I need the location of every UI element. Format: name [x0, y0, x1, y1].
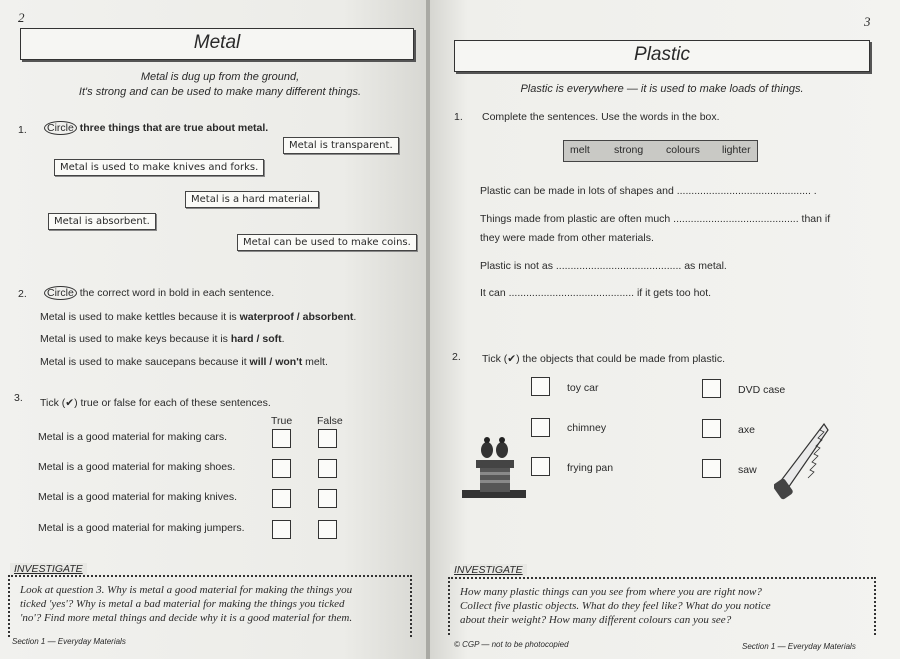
intro-text: Plastic is everywhere — it is used to make loads of things.	[520, 83, 804, 95]
page-number: 2	[18, 10, 25, 25]
false-column-header: False	[317, 415, 343, 427]
true-checkbox[interactable]	[272, 489, 291, 508]
intro-text	[40, 70, 400, 100]
q1-sentence-cont: they were made from other materials.	[480, 232, 654, 244]
q2-text: the correct word in bold in each sentence.	[79, 287, 275, 299]
word-choice[interactable]: hard / soft	[230, 333, 282, 345]
object-checkbox[interactable]	[702, 459, 721, 478]
object-label: saw	[738, 464, 757, 476]
title-text: Plastic	[634, 44, 690, 65]
chimney-illustration	[460, 432, 530, 504]
investigate-line: How many plastic things can you see from where you are right now?	[460, 586, 762, 598]
word-option: lighter	[722, 144, 751, 156]
q1-sentence[interactable]: It can ........................................... if it gets too hot.	[480, 287, 712, 299]
q2-instruction: Tick (✔) the objects that could be made from plastic.	[482, 353, 726, 365]
statement-card[interactable]: Metal is transparent.	[283, 137, 399, 154]
left-page	[0, 0, 428, 659]
q3-row-text: Metal is a good material for making shoes.	[38, 461, 236, 473]
investigate-line: Look at question 3. Why is metal a good material for making the things you	[20, 584, 353, 596]
false-checkbox[interactable]	[318, 459, 337, 478]
q1-number: 1.	[454, 111, 463, 123]
word-option: melt	[570, 144, 590, 156]
q3-instruction: Tick (✔) true or false for each of these sentences.	[40, 397, 271, 409]
footer: Section 1 — Everyday Materials	[12, 637, 126, 646]
false-checkbox[interactable]	[318, 489, 337, 508]
q3-row-text: Metal is a good material for making knives.	[38, 491, 238, 503]
sentence-end: .	[281, 333, 285, 345]
intro-line-1: Metal is dug up from the ground,	[140, 71, 300, 83]
investigate-line: ticked 'yes'? Why is metal a bad material for making the things you ticked	[20, 598, 345, 610]
word-choice[interactable]: will / won't	[249, 356, 303, 368]
word-choice[interactable]: waterproof / absorbent	[239, 311, 354, 323]
investigate-text	[20, 583, 410, 625]
footer-section: Section 1 — Everyday Materials	[742, 642, 856, 651]
q1-instruction	[44, 121, 268, 135]
word-option: colours	[666, 144, 700, 156]
q1-number: 1.	[18, 124, 27, 136]
q1-sentence[interactable]: Things made from plastic are often much ........................................... than if	[480, 213, 831, 225]
q2-sentence	[40, 355, 328, 369]
q1-sentence[interactable]: Plastic can be made in lots of shapes and .............................................. .	[480, 185, 817, 197]
sentence-end: .	[353, 311, 357, 323]
object-checkbox[interactable]	[531, 457, 550, 476]
page-number: 3	[864, 14, 871, 29]
q2-sentence	[40, 332, 285, 346]
false-checkbox[interactable]	[318, 520, 337, 539]
investigate-line: 'no'? Find more metal things and decide why it is a good material for them.	[20, 612, 353, 624]
object-label: toy car	[567, 382, 599, 394]
false-checkbox[interactable]	[318, 429, 337, 448]
q3-row-text: Metal is a good material for making jumpers.	[38, 522, 245, 534]
sentence-end: melt.	[302, 356, 328, 368]
q1-sentence[interactable]: Plastic is not as ........................................... as metal.	[480, 260, 727, 272]
statement-card[interactable]: Metal is a hard material.	[185, 191, 319, 208]
q3-number: 3.	[14, 392, 23, 404]
object-checkbox[interactable]	[702, 379, 721, 398]
sentence-text: Metal is used to make saucepans because it	[40, 356, 250, 368]
investigate-line: about their weight? How many different colours can you see?	[460, 614, 732, 626]
investigate-label: INVESTIGATE	[450, 564, 527, 576]
object-label: axe	[738, 424, 755, 436]
object-checkbox[interactable]	[531, 418, 550, 437]
object-checkbox[interactable]	[531, 377, 550, 396]
statement-card[interactable]: Metal is absorbent.	[48, 213, 156, 230]
sentence-text: Metal is used to make kettles because it is	[40, 311, 240, 323]
saw-illustration	[774, 422, 830, 504]
page-title	[454, 40, 870, 72]
true-checkbox[interactable]	[272, 459, 291, 478]
q2-number: 2.	[452, 351, 461, 363]
true-column-header: True	[271, 415, 293, 427]
word-option: strong	[614, 144, 644, 156]
object-label: chimney	[567, 422, 607, 434]
q1-text: three things that are true about metal.	[79, 122, 269, 134]
q2-sentence	[40, 310, 356, 324]
intro-line-2: It's strong and can be used to make many different things.	[78, 86, 362, 98]
investigate-line: Collect five plastic objects. What do they feel like? What do you notice	[460, 600, 771, 612]
circle-word: Circle	[44, 286, 77, 300]
q1-instruction: Complete the sentences. Use the words in the box.	[482, 111, 720, 123]
sentence-text: Metal is used to make keys because it is	[40, 333, 231, 345]
q3-row-text: Metal is a good material for making cars.	[38, 431, 228, 443]
investigate-text	[460, 585, 870, 627]
right-page	[430, 0, 900, 659]
statement-card[interactable]: Metal is used to make knives and forks.	[54, 159, 264, 176]
statement-card[interactable]: Metal can be used to make coins.	[237, 234, 417, 251]
object-label: DVD case	[738, 384, 786, 396]
title-text: Metal	[193, 32, 241, 53]
true-checkbox[interactable]	[272, 520, 291, 539]
circle-word: Circle	[44, 121, 77, 135]
investigate-label: INVESTIGATE	[10, 563, 87, 575]
page-title	[20, 28, 414, 60]
q2-instruction	[44, 286, 274, 300]
q2-number: 2.	[18, 288, 27, 300]
object-label: frying pan	[567, 462, 614, 474]
footer-copyright: © CGP — not to be photocopied	[454, 640, 569, 649]
true-checkbox[interactable]	[272, 429, 291, 448]
object-checkbox[interactable]	[702, 419, 721, 438]
